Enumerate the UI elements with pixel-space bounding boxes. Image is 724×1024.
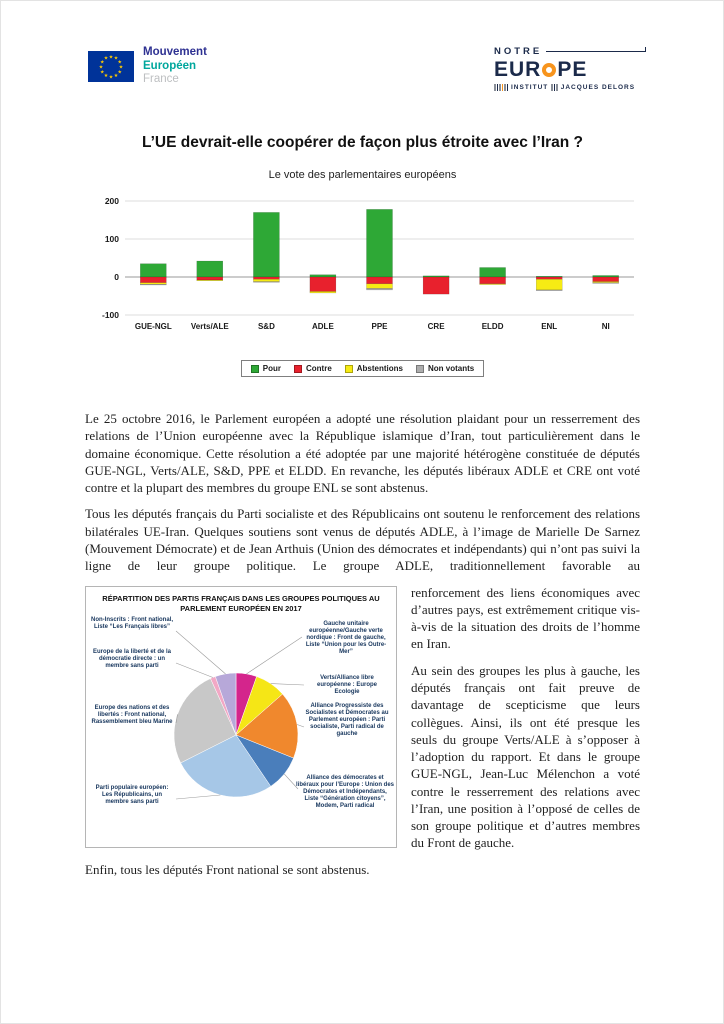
y-axis-tick-label: 100 [104,234,119,244]
pie-label-sd: Alliance Progressiste des Socialistes et Démocrates au Parlement européen : Parti socialiste, Parti radical de gauche [305,702,389,738]
bar-segment [367,277,393,284]
eu-star-icon: ★ [118,64,124,71]
bar-segment [253,279,279,281]
x-axis-category-label: ELDD [481,322,504,331]
y-axis-tick-label: -100 [101,310,119,320]
europe-wordmark [494,58,646,81]
bar-segment [367,288,393,290]
bar-chart [85,195,640,345]
x-axis-category-label: ADLE [312,322,334,331]
barcode-icon [494,84,508,91]
x-axis-category-label: S&D [257,322,275,331]
europe-wordmark-right: PE [557,58,588,81]
eu-star-icon: ★ [113,72,119,79]
pie-leader-line [271,683,304,684]
bar-segment [367,209,393,277]
paragraph-4: Enfin, tous les députés Front national se sont abstenus. [85,861,370,877]
legend-label: Non votants [428,364,475,373]
logo-line-mouvement: Mouvement [143,46,207,58]
bar-segment [197,277,223,280]
bar-segment [310,277,336,291]
pie-label-verts-ale: Verts/Alliance libre européenne : Europe Ecologie [316,674,377,695]
bar-segment [480,268,506,278]
legend-swatch [416,365,424,373]
x-axis-category-label: NI [601,322,610,331]
x-axis-category-label: CRE [427,322,445,331]
eu-flag-icon [88,51,134,82]
eu-star-icon: ★ [117,59,122,66]
pie-label-adle: Alliance des démocrates et libéraux pour l’Europe : Union des Démocrates et Indépendants, Liste “Génération citoyens”, Modem, Parti radical [296,774,395,810]
eu-star-icon: ★ [98,64,104,71]
bar-segment [140,284,166,285]
page-header [88,46,646,91]
legend-item-pour [251,364,281,373]
paragraph-1: Le 25 octobre 2016, le Parlement européen a adopté une résolution plaidant pour un resserrement des relations de l’Union européenne avec la République islamique d’Iran, tout particulièrement dans le domaine économique. Cette résolution a été adoptée par une majorité hétérogène constituée de députés GUE-NGL, Verts/ALE, S&D, PPE et ELDD. En revanche, les députés libéraux ADLE et CRE ont voté contre et la plupart des membres du groupe ENL se sont abstenus. [85,411,640,496]
bar-segment [253,212,279,277]
legend-item-contre [294,364,332,373]
mouvement-europeen-wordmark [143,46,207,87]
legend-item-abstentions [345,364,403,373]
eu-star-icon: ★ [117,69,122,76]
bar-chart-title: Le vote des parlementaires européens [268,169,457,181]
bar-segment [140,264,166,277]
orange-o-icon [542,63,556,77]
pie-label-eldd: Europe de la liberté et de la démocratie directe : un membre sans parti [92,648,172,669]
eu-star-icon: ★ [100,59,105,66]
pie-chart-title: RÉPARTITION DES PARTIS FRANÇAIS DANS LES GROUPES POLITIQUES AU PARLEMENT EUROPÉEN EN 2017 [102,593,380,613]
bar-segment [593,275,619,277]
bar-segment [310,291,336,293]
barcode-icon [551,84,558,91]
bar-segment [423,277,449,294]
y-axis-tick-label: 0 [114,272,119,282]
bar-segment [253,277,279,279]
legend-swatch [251,365,259,373]
article-body [85,410,640,887]
eu-star-icon: ★ [103,72,109,79]
eu-star-icon: ★ [108,74,114,81]
pie-and-text-section [85,584,640,888]
eu-star-icon: ★ [113,55,119,62]
chart-legend [241,360,484,377]
bar-segment [253,282,279,283]
mouvement-europeen-logo [88,46,207,87]
pie-leader-line [176,631,226,674]
legend-label: Pour [262,364,281,373]
pie-chart-panel [85,586,397,848]
page-title: L’UE devrait-elle coopérer de façon plus étroite avec l’Iran ? [141,134,584,151]
x-axis-category-label: GUE-NGL [134,322,172,331]
pie-leader-line [176,663,213,678]
pie-label-enl: Europe des nations et des libertés : Front national, Rassemblement bleu Marine [91,704,173,725]
logo-line-europeen: Européen [143,59,197,72]
paragraph-3: Au sein des groupes les plus à gauche, les députés français ont fait preuve de davantage de scepticisme que leurs collègues. Ainsi, ils ont été presque les seuls du groupe Verts/ALE à s’opposer à l’adoption du rapport. Et dans le groupe GUE-NGL, Jean-Luc Mélenchon a voté contre le resserrement des relations avec l’Iran, une position à l’opposé de celles de son groupe politique et d’autres membres du Front de gauche. [411,662,640,851]
bar-segment [536,290,562,291]
europe-wordmark-left: EUR [494,58,542,81]
legend-label: Contre [305,364,332,373]
institut-jacques-delors-line [494,84,646,91]
eu-star-icon: ★ [100,69,105,76]
notre-europe-logo [494,46,646,91]
logo-line-france: France [143,73,179,86]
legend-swatch [294,365,302,373]
bar-segment [480,277,506,284]
bar-segment [593,277,619,282]
bar-segment [536,279,562,290]
bar-segment [140,283,166,285]
institut-label: INSTITUT [511,84,549,92]
paragraph-2a: Tous les députés français du Parti socialiste et des Républicains ont soutenu le renforcement des relations bilatérales UE-Iran. Quelques soutiens sont venus de députés ADLE, à l’image de Marielle De Sarnez (Mouvement Démocrate) et de Jean Arthuis (Union des démocrates et indépendants) qui n’ont pas suivi la ligne de leur groupe politique. Le groupe ADLE, traditionnellement favorable au [85,506,640,574]
pie-leader-line [176,795,220,799]
logo-rule-line [546,51,646,52]
pie-label-non-inscrits: Non-Inscrits : Front national, Liste “Les Français libres” [91,616,173,630]
notre-label: NOTRE [494,46,543,57]
bar-segment [197,280,223,281]
bar-segment [593,283,619,284]
bar-segment [140,277,166,283]
eu-star-icon: ★ [103,55,109,62]
pie-label-ppe: Parti populaire européen: Les Républicains, un membre sans parti [95,784,169,805]
legend-item-non-votants [416,364,474,373]
y-axis-tick-label: 200 [104,196,119,206]
bar-segment [536,277,562,279]
bar-chart-area [85,195,640,350]
bar-segment [480,284,506,285]
chart-legend-row [85,360,640,377]
bar-segment [310,275,336,277]
x-axis-category-label: Verts/ALE [190,322,229,331]
paragraph-2b: renforcement des liens économiques avec d’autres pays, est extrêmement critique vis-à-vis de la situation des droits de l’homme en Iran. [411,584,640,652]
legend-label: Abstentions [356,364,403,373]
bar-segment [197,261,223,277]
pie-leader-line [247,637,303,674]
pie-label-gue-ngl: Gauche unitaire européenne/Gauche verte nordique : Front de gauche, Liste “Union pour les Outre-Mer” [305,620,387,656]
document-content [85,134,640,887]
legend-swatch [345,365,353,373]
bar-segment [367,284,393,289]
eu-star-icon: ★ [108,54,114,61]
notre-europe-top [494,46,646,57]
x-axis-category-label: ENL [541,322,558,331]
x-axis-category-label: PPE [371,322,388,331]
jacques-delors-label: JACQUES DELORS [560,84,636,92]
